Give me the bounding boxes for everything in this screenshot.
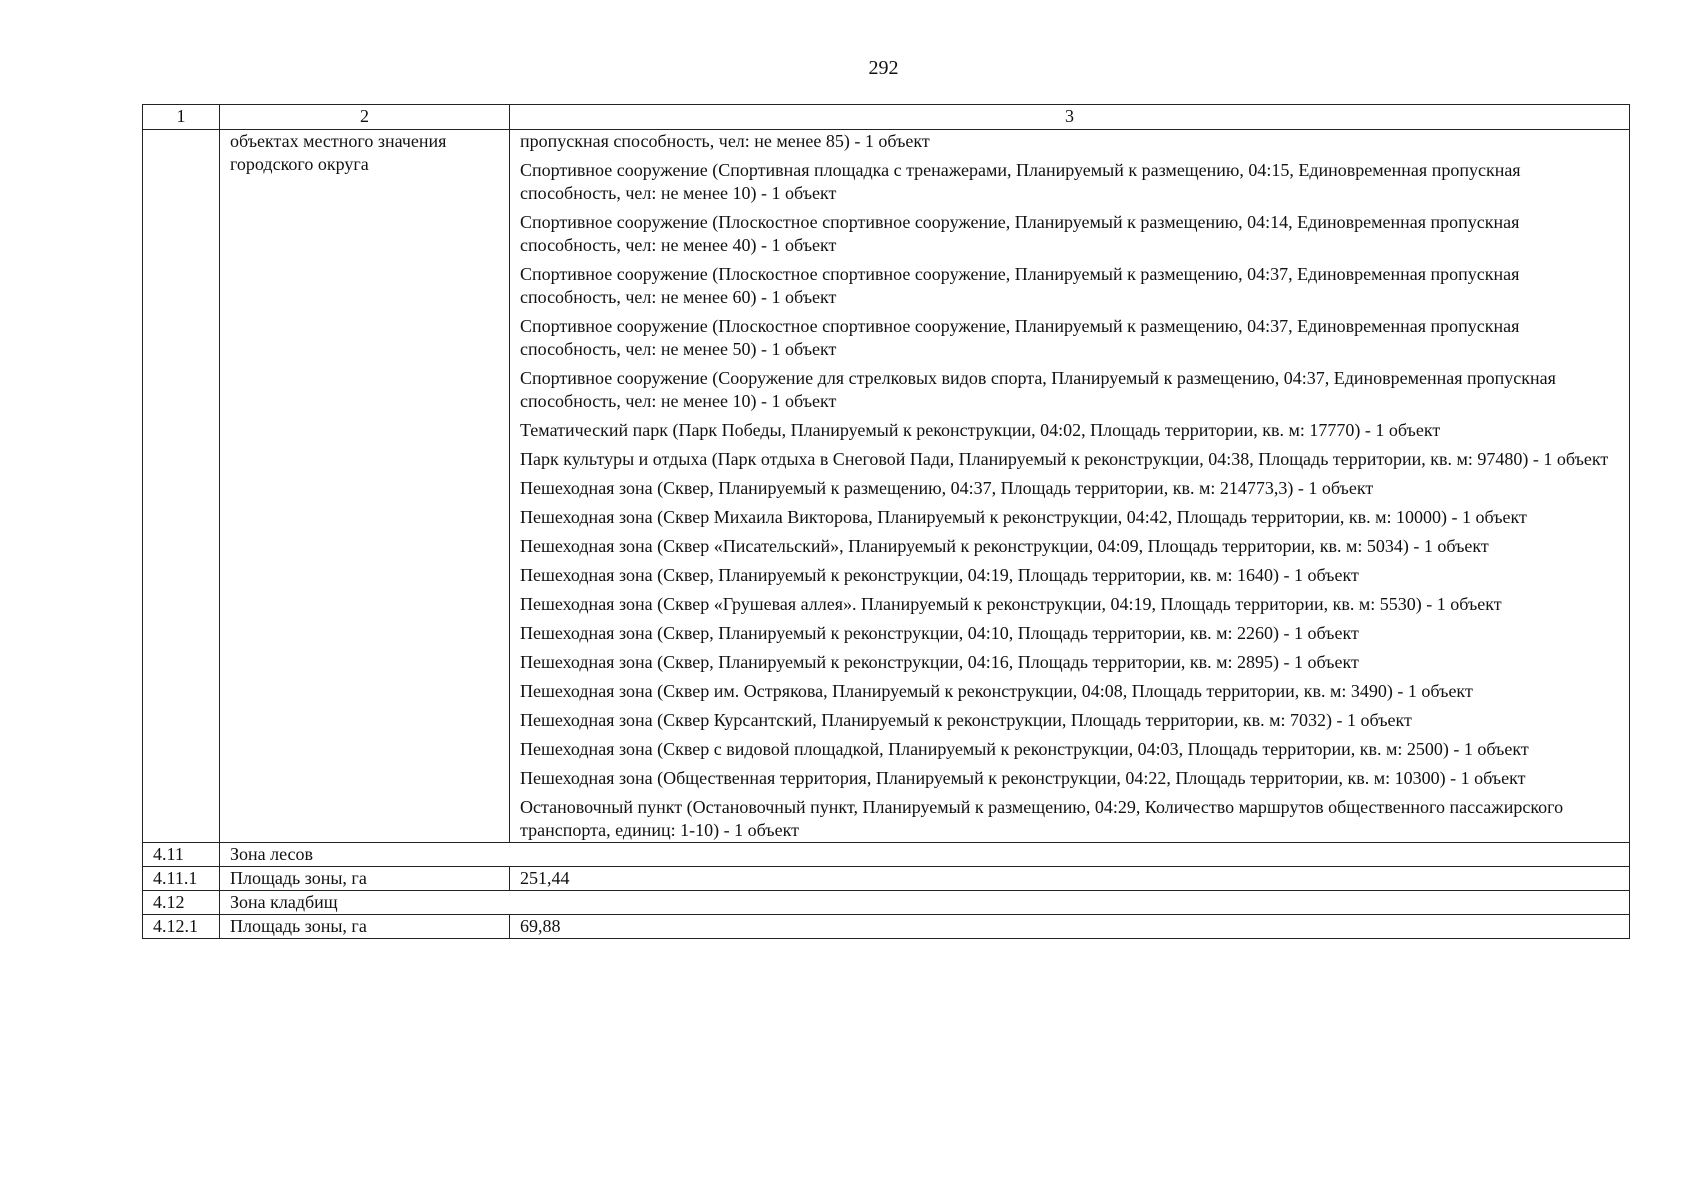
list-item: Пешеходная зона (Сквер «Грушевая аллея». Планируемый к реконструкции, 04:19, Площадь территории, кв. м: 5530) - 1 объект bbox=[520, 594, 1502, 614]
list-item: Пешеходная зона (Сквер Михаила Викторова, Планируемый к реконструкции, 04:42, Площадь территории, кв. м: 10000) - 1 объект bbox=[520, 507, 1527, 527]
list-item: Пешеходная зона (Сквер с видовой площадкой, Планируемый к реконструкции, 04:03, Площадь территории, кв. м: 2500) - 1 объект bbox=[520, 739, 1529, 759]
list-item: Пешеходная зона (Сквер Курсантский, Планируемый к реконструкции, Площадь территории, кв. м: 7032) - 1 объект bbox=[520, 710, 1412, 730]
table-row bbox=[143, 915, 1630, 939]
zone-title-cell: Зона лесов bbox=[220, 843, 1630, 867]
list-item: Пешеходная зона (Сквер, Планируемый к размещению, 04:37, Площадь территории, кв. м: 214773,3) - 1 объект bbox=[520, 478, 1374, 498]
continuation-row bbox=[143, 130, 1630, 843]
table-row bbox=[143, 867, 1630, 891]
table-row bbox=[143, 891, 1630, 915]
list-item: Спортивное сооружение (Плоскостное спортивное сооружение, Планируемый к размещению, 04:37, Единовременная пропускная способность, чел: не менее 60) - 1 объект bbox=[520, 264, 1520, 307]
row-number-cell: 4.11.1 bbox=[143, 867, 220, 891]
column-header-2: 2 bbox=[220, 105, 510, 130]
column-header-1: 1 bbox=[143, 105, 220, 130]
list-item: Пешеходная зона (Сквер, Планируемый к реконструкции, 04:19, Площадь территории, кв. м: 1640) - 1 объект bbox=[520, 565, 1359, 585]
row-number-cell bbox=[143, 130, 220, 843]
list-item: Пешеходная зона (Сквер, Планируемый к реконструкции, 04:16, Площадь территории, кв. м: 2895) - 1 объект bbox=[520, 652, 1359, 672]
row-label-cell: Площадь зоны, га bbox=[220, 915, 510, 939]
row-value-cell: 251,44 bbox=[510, 867, 1630, 891]
table-header-row bbox=[143, 105, 1630, 130]
zone-title-cell: Зона кладбищ bbox=[220, 891, 1630, 915]
row-number-cell: 4.11 bbox=[143, 843, 220, 867]
row-value-cell: 69,88 bbox=[510, 915, 1630, 939]
page-number: 292 bbox=[868, 57, 899, 79]
object-list-cell bbox=[510, 130, 1630, 843]
list-item: Парк культуры и отдыха (Парк отдыха в Снеговой Пади, Планируемый к реконструкции, 04:38, Площадь территории, кв. м: 97480) - 1 объект bbox=[520, 449, 1609, 469]
row-label-cell: Площадь зоны, га bbox=[220, 867, 510, 891]
row-number-cell: 4.12 bbox=[143, 891, 220, 915]
list-item: Спортивное сооружение (Плоскостное спортивное сооружение, Планируемый к размещению, 04:37, Единовременная пропускная способность, чел: не менее 50) - 1 объект bbox=[520, 316, 1520, 359]
list-item: Остановочный пункт (Остановочный пункт, Планируемый к размещению, 04:29, Количество маршрутов общественного пассажирского транспорта, единиц: 1-10) - 1 объект bbox=[520, 797, 1564, 840]
zones-table bbox=[142, 104, 1630, 939]
list-item: Спортивное сооружение (Плоскостное спортивное сооружение, Планируемый к размещению, 04:14, Единовременная пропускная способность, чел: не менее 40) - 1 объект bbox=[520, 212, 1520, 255]
list-item: Пешеходная зона (Сквер, Планируемый к реконструкции, 04:10, Площадь территории, кв. м: 2260) - 1 объект bbox=[520, 623, 1359, 643]
row-number-cell: 4.12.1 bbox=[143, 915, 220, 939]
row-label-cell: объектах местного значения городского округа bbox=[220, 130, 510, 843]
list-item: Тематический парк (Парк Победы, Планируемый к реконструкции, 04:02, Площадь территории, кв. м: 17770) - 1 объект bbox=[520, 420, 1441, 440]
list-item: пропускная способность, чел: не менее 85) - 1 объект bbox=[520, 131, 930, 151]
list-item: Спортивное сооружение (Спортивная площадка с тренажерами, Планируемый к размещению, 04:15, Единовременная пропускная способность, чел: не менее 10) - 1 объект bbox=[520, 160, 1521, 203]
table-row bbox=[143, 843, 1630, 867]
list-item: Пешеходная зона (Сквер «Писательский», Планируемый к реконструкции, 04:09, Площадь территории, кв. м: 5034) - 1 объект bbox=[520, 536, 1489, 556]
list-item: Спортивное сооружение (Сооружение для стрелковых видов спорта, Планируемый к размещению, 04:37, Единовременная пропускная способность, чел: не менее 10) - 1 объект bbox=[520, 368, 1556, 411]
column-header-3: 3 bbox=[510, 105, 1630, 130]
list-item: Пешеходная зона (Общественная территория, Планируемый к реконструкции, 04:22, Площадь территории, кв. м: 10300) - 1 объект bbox=[520, 768, 1526, 788]
list-item: Пешеходная зона (Сквер им. Острякова, Планируемый к реконструкции, 04:08, Площадь территории, кв. м: 3490) - 1 объект bbox=[520, 681, 1473, 701]
